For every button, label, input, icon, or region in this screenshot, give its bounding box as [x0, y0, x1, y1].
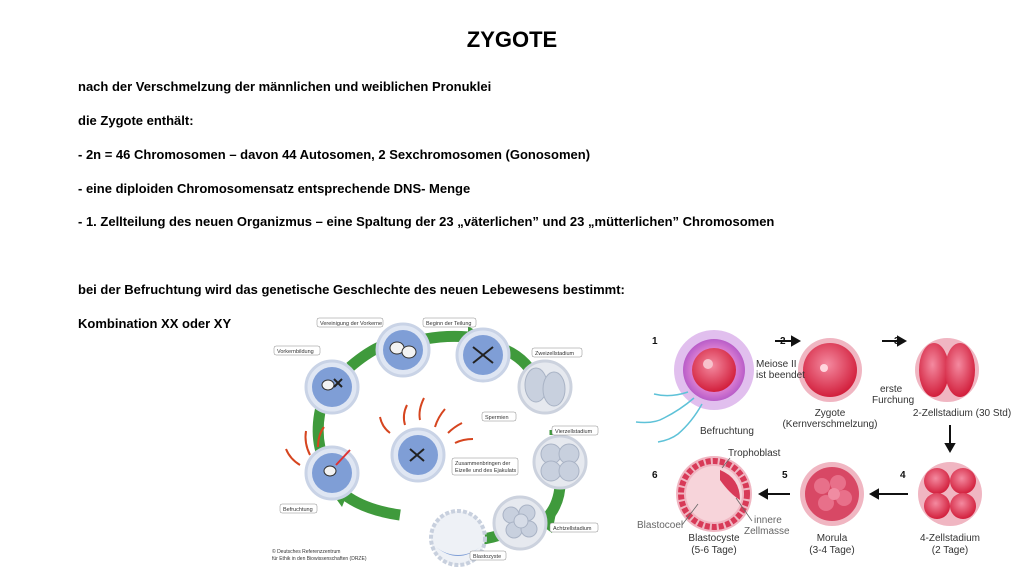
label-vierzell-2: (2 Tage) — [931, 545, 969, 556]
label-furchung-1: erste — [880, 384, 903, 395]
stage-number-6: 6 — [652, 470, 658, 481]
credit-line-1: © Deutsches Referenzzentrum — [272, 549, 341, 555]
label-befruchtung: Befruchtung — [700, 426, 754, 437]
text-line-6: bei der Befruchtung wird das genetische Geschlechte des neuen Lebewesens bestimmt: — [78, 282, 625, 297]
label-blastocyste-2: (5-6 Tage) — [691, 545, 737, 556]
text-line-3: - 2n = 46 Chromosomen – davon 44 Autosomen, 2 Sexchromosomen (Gonosomen) — [78, 147, 591, 162]
label-zusammen-2: Eizelle und des Ejakulats — [455, 468, 517, 474]
label-vorkernbildung: Vorkernbildung — [277, 349, 314, 355]
label-vorkerne: Vereinigung der Vorkerne — [320, 321, 383, 327]
text-line-2: die Zygote enthält: — [78, 113, 194, 128]
stage-number-4: 4 — [900, 470, 906, 481]
stage-1-egg — [674, 330, 754, 410]
label-morula-1: Morula — [816, 533, 848, 544]
stage-number-2: 2 — [780, 336, 786, 347]
label-achtzell: Achtzellstadium — [553, 526, 592, 532]
label-innere-1: innere — [754, 515, 782, 526]
label-zweizell: Zweizellstadium — [535, 351, 575, 357]
credit-line-2: für Ethik in den Biowissenschaften (DRZE) — [272, 556, 367, 562]
label-meiose-1: Meiose II — [756, 359, 797, 370]
text-line-5: - 1. Zellteilung des neuen Organizmus – eine Spaltung der 23 „väterlichen” und 23 „mütterlichen” Chromosomen — [78, 214, 775, 229]
cell-zusammenbringen — [392, 429, 444, 481]
stage-3-two-cell — [915, 338, 979, 402]
label-blastocoel: Blastocoel — [637, 520, 684, 531]
label-spermien: Spermien — [485, 415, 509, 421]
cell-achtzell — [494, 497, 546, 549]
stage-number-3: 3 — [894, 336, 900, 347]
sperm-tails — [636, 392, 702, 442]
label-zygote-1: Zygote — [814, 408, 846, 419]
label-trophoblast: Trophoblast — [728, 448, 781, 459]
label-vierzell: Vierzellstadium — [555, 429, 593, 435]
cell-beginn-teilung — [457, 329, 509, 381]
label-befruchtung: Befruchtung — [283, 507, 313, 513]
embryo-stages-figure — [632, 328, 1020, 564]
label-morula-2: (3-4 Tage) — [809, 545, 855, 556]
text-line-1: nach der Verschmelzung der männlichen und weiblichen Pronuklei — [78, 79, 492, 94]
stage-2-zygote — [798, 338, 862, 402]
label-meiose-2: ist beendet — [756, 370, 805, 381]
cell-vorkerne — [377, 324, 429, 376]
label-innere-2: Zellmasse — [744, 526, 790, 537]
label-zygote-2: (Kernverschmelzung) — [782, 419, 878, 430]
stage-number-5: 5 — [782, 470, 788, 481]
text-line-7: Kombination XX oder XY — [78, 316, 232, 331]
stage-4-four-cell — [918, 462, 982, 526]
label-blastozyste: Blastozyste — [473, 554, 502, 560]
label-zusammen-1: Zusammenbringen der — [455, 461, 511, 467]
slide-title: ZYGOTE — [466, 27, 558, 52]
cell-vierzell — [534, 436, 586, 488]
cell-befruchtung — [306, 447, 358, 499]
text-line-4: - eine diploiden Chromosomensatz entsprechende DNS- Menge — [78, 181, 471, 196]
stage-number-1: 1 — [652, 336, 658, 347]
label-vierzell-1: 4-Zellstadium — [919, 533, 981, 544]
label-furchung-2: Furchung — [872, 395, 915, 406]
cell-vorkernbildung — [306, 361, 358, 413]
label-blastocyste-1: Blastocyste — [688, 533, 740, 544]
stage-5-morula — [800, 462, 864, 526]
cell-zweizell — [519, 361, 571, 413]
label-zweizell: 2-Zellstadium (30 Std) — [912, 408, 1012, 419]
fertilization-cycle-figure — [270, 315, 600, 568]
stage-6-blastocyst — [676, 456, 752, 532]
label-teilung: Beginn der Teilung — [426, 321, 472, 327]
